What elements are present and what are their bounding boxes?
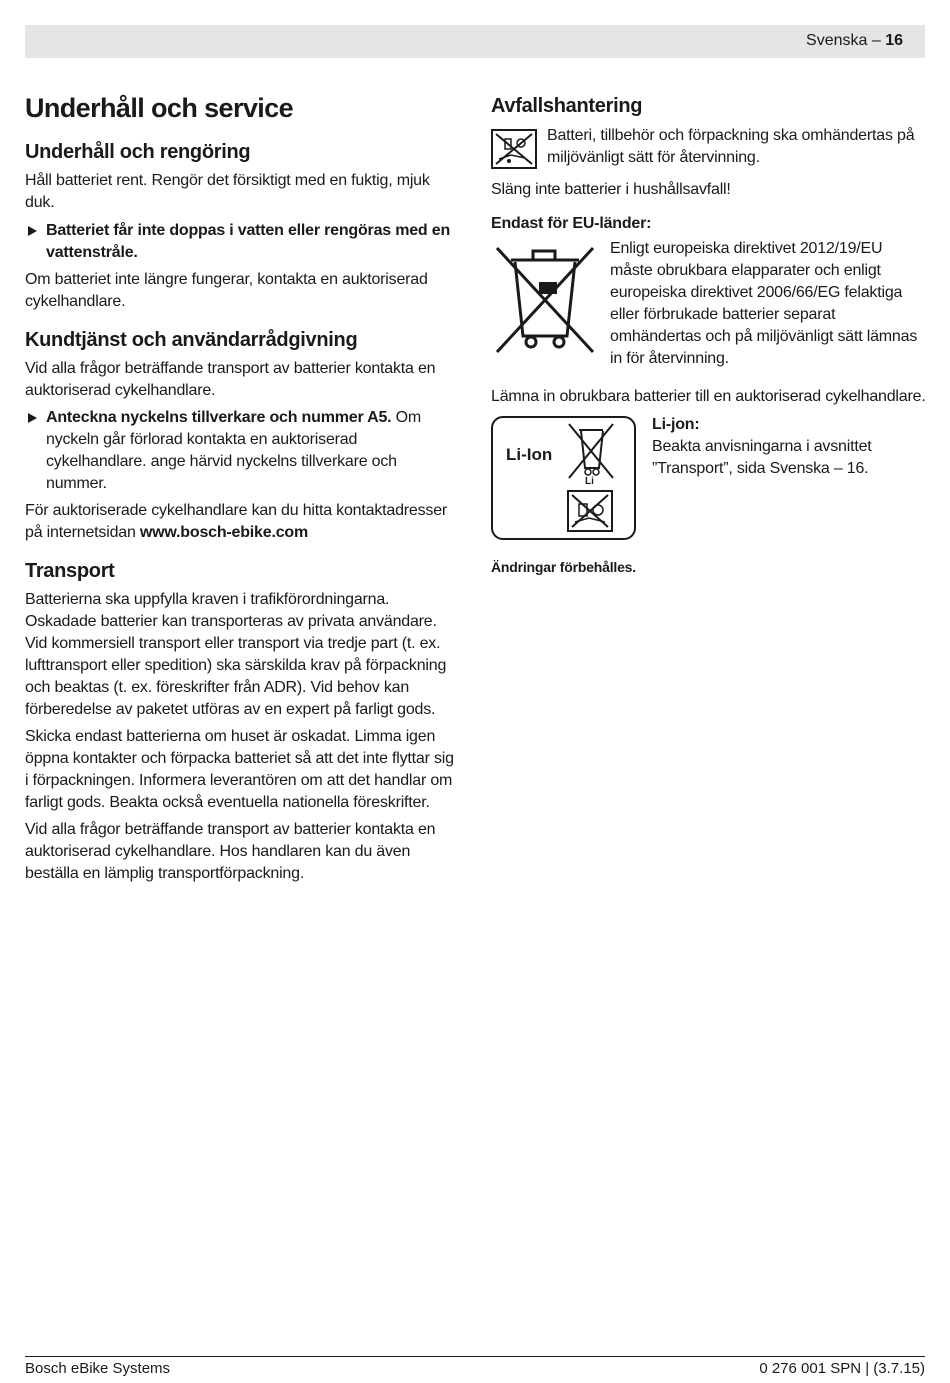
li-sub-label: Li [585, 476, 594, 487]
paragraph-keep-clean: Håll batteriet rent. Rengör det försiktigt med en fuktig, mjuk duk. [25, 172, 430, 211]
paragraph-contact-dealer: Om batteriet inte längre fungerar, kontakta en auktoriserad cykelhandlare. [25, 271, 428, 310]
page-header-bar [25, 25, 925, 58]
bullet-key-number-text: Om nyckeln går förlorad kontakta en auktoriserad cykelhandlare. ange härvid nyckelns tillverkare och nummer. [46, 409, 422, 492]
liion-label: Li-Ion [506, 445, 553, 464]
header-separator: – [867, 32, 886, 49]
paragraph-shipping-instructions: Skicka endast batterierna om huset är oskadat. Limma igen öppna kontakter och förpacka batteriet så att det inte flyttar sig i förpackningen. Informera leverantören om att det handlar om farligt gods. Beakta också eventuella nationella föreskrifter. [25, 728, 454, 811]
recycling-block [491, 125, 926, 169]
recycling-text: Batteri, tillbehör och förpackning ska omhändertas på miljövänligt sätt för återvinning. [547, 127, 915, 166]
changes-reserved: Ändringar förbehålles. [491, 559, 636, 575]
bullet-key-number [25, 407, 460, 495]
paragraph-transport-questions: Vid alla frågor beträffande transport av batterier kontakta en auktoriserad cykelhandlare. [25, 360, 436, 399]
page-header-text [806, 32, 903, 50]
heading-eu-countries: Endast för EU-länder: [491, 215, 652, 232]
liion-text: Beakta anvisningarna i avsnittet ”Transport”, sida Svenska – 16. [652, 438, 872, 477]
heading-maintenance-cleaning: Underhåll och rengöring [25, 141, 251, 163]
paragraph-return-to-dealer: Lämna in obrukbara batterier till en auktoriserad cykelhandlare. [491, 388, 926, 405]
header-language: Svenska [806, 32, 868, 49]
heading-customer-service: Kundtjänst och användarrådgivning [25, 329, 358, 351]
right-column [491, 93, 926, 578]
paragraph-no-household-waste: Släng inte batterier i hushållsavfall! [491, 181, 731, 198]
paragraph-transport-packaging: Vid alla frågor beträffande transport av batterier kontakta en auktoriserad cykelhandlare. Hos handlaren kan du även beställa en lämplig transportförpackning. [25, 821, 436, 882]
liion-block [491, 416, 926, 544]
footer-company: Bosch eBike Systems [25, 1360, 171, 1377]
paragraph-dealer-website-text: För auktoriserade cykelhandlare kan du hitta kontaktadresser på internetsidan [25, 502, 448, 541]
crossed-out-bin-icon [491, 244, 599, 356]
page-number: 16 [885, 32, 903, 49]
website-link[interactable]: www.bosch-ebike.com [139, 524, 308, 541]
footer-divider [25, 1356, 925, 1357]
bullet-no-water [25, 220, 460, 264]
heading-transport: Transport [25, 560, 115, 582]
bullet-triangle-icon [28, 226, 37, 236]
left-column [25, 90, 460, 885]
paragraph-dealer-website [25, 500, 460, 544]
page-title: Underhåll och service [25, 93, 294, 123]
heading-waste-disposal: Avfallshantering [491, 95, 643, 117]
heading-liion: Li-jon: [652, 416, 700, 433]
eu-directive-block [491, 238, 926, 386]
footer-document-number: 0 276 001 SPN | (3.7.15) [759, 1360, 925, 1377]
bullet-key-number-bold: Anteckna nyckelns tillverkare och nummer A5. [46, 409, 392, 426]
paragraph-commercial-transport: Vid kommersiell transport eller transport via tredje part (t. ex. lufttransport eller spedition) ska särskilda krav på förpackning och beaktas (t. ex. föreskrifter från ADR). Vid behov kan förberedelse av paketet utföras av en expert på farligt gods. [25, 635, 447, 718]
liion-symbol-box [491, 416, 636, 540]
eu-directive-text: Enligt europeiska direktivet 2012/19/EU måste obrukbara elapparater och enligt europeiska direktivet 2006/66/EG felaktiga eller förbrukade batterier separat omhändertas och på miljövänligt sätt lämnas in för återvinning. [610, 240, 918, 367]
liion-bin-icon [565, 422, 617, 482]
recycling-symbol-icon [491, 129, 537, 169]
bullet-triangle-icon [28, 413, 37, 423]
liion-recycling-icon [567, 490, 613, 532]
bullet-no-water-text: Batteriet får inte doppas i vatten eller rengöras med en vattenstråle. [46, 222, 451, 261]
paragraph-transport-requirements: Batterierna ska uppfylla kraven i trafikförordningarna. Oskadade batterier kan transporteras av privata användare. [25, 591, 437, 630]
